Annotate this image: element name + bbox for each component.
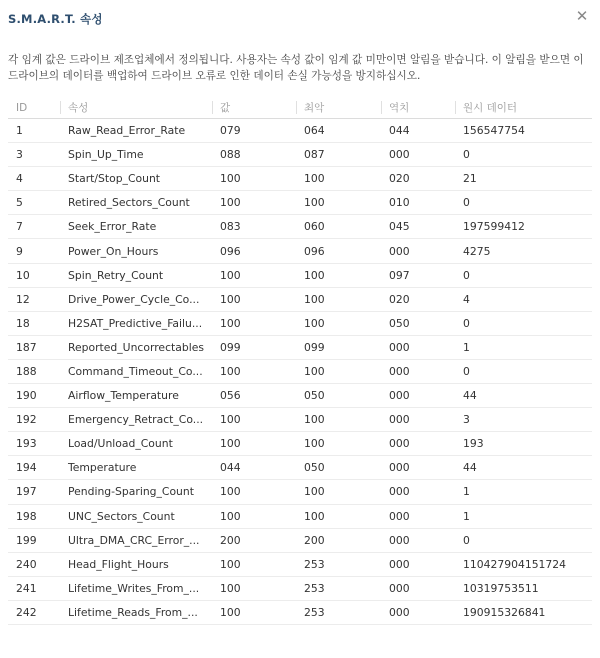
cell-attribute: Reported_Uncorrectables xyxy=(60,335,212,359)
cell-raw-data: 3 xyxy=(455,408,592,432)
cell-raw-data: 1 xyxy=(455,480,592,504)
cell-worst: 100 xyxy=(296,191,381,215)
cell-id: 242 xyxy=(8,600,60,624)
close-icon[interactable]: ✕ xyxy=(575,7,589,25)
dialog-title-bar xyxy=(0,0,600,36)
table-row[interactable] xyxy=(8,600,592,624)
cell-id: 187 xyxy=(8,335,60,359)
cell-raw-data: 197599412 xyxy=(455,215,592,239)
cell-id: 188 xyxy=(8,359,60,383)
cell-id: 198 xyxy=(8,504,60,528)
table-row[interactable] xyxy=(8,408,592,432)
cell-worst: 100 xyxy=(296,359,381,383)
cell-value: 096 xyxy=(212,239,296,263)
cell-attribute: Retired_Sectors_Count xyxy=(60,191,212,215)
cell-id: 193 xyxy=(8,432,60,456)
cell-value: 100 xyxy=(212,432,296,456)
cell-raw-data: 190915326841 xyxy=(455,600,592,624)
cell-attribute: Spin_Retry_Count xyxy=(60,263,212,287)
dialog-description: 각 임계 값은 드라이브 제조업체에서 정의됩니다. 사용자는 속성 값이 임계 값 미만이면 알림을 받습니다. 이 알림을 받으면 이 드라이브의 데이터를 백업하여 드라이브 오류로 인한 데이터 손실 가능성을 방지하십시오. xyxy=(8,54,584,82)
cell-id: 18 xyxy=(8,311,60,335)
cell-id: 4 xyxy=(8,167,60,191)
table-row[interactable] xyxy=(8,143,592,167)
cell-raw-data: 10319753511 xyxy=(455,576,592,600)
cell-threshold: 097 xyxy=(381,263,455,287)
table-row[interactable] xyxy=(8,191,592,215)
smart-table xyxy=(8,97,592,625)
cell-raw-data: 4275 xyxy=(455,239,592,263)
cell-id: 5 xyxy=(8,191,60,215)
cell-threshold: 044 xyxy=(381,119,455,143)
cell-attribute: Head_Flight_Hours xyxy=(60,552,212,576)
table-row[interactable] xyxy=(8,432,592,456)
cell-attribute: Emergency_Retract_Co... xyxy=(60,408,212,432)
cell-raw-data: 110427904151724 xyxy=(455,552,592,576)
cell-attribute: Seek_Error_Rate xyxy=(60,215,212,239)
cell-value: 100 xyxy=(212,263,296,287)
cell-threshold: 000 xyxy=(381,600,455,624)
table-row[interactable] xyxy=(8,335,592,359)
cell-attribute: Lifetime_Reads_From_... xyxy=(60,600,212,624)
cell-threshold: 000 xyxy=(381,504,455,528)
cell-raw-data: 0 xyxy=(455,311,592,335)
cell-worst: 050 xyxy=(296,456,381,480)
cell-threshold: 000 xyxy=(381,552,455,576)
table-row[interactable] xyxy=(8,456,592,480)
cell-value: 100 xyxy=(212,287,296,311)
cell-worst: 100 xyxy=(296,480,381,504)
cell-id: 197 xyxy=(8,480,60,504)
cell-worst: 099 xyxy=(296,335,381,359)
table-row[interactable] xyxy=(8,359,592,383)
cell-id: 12 xyxy=(8,287,60,311)
column-header-raw-data[interactable]: 원시 데이터 xyxy=(455,97,592,119)
cell-raw-data: 0 xyxy=(455,359,592,383)
cell-value: 056 xyxy=(212,384,296,408)
cell-threshold: 045 xyxy=(381,215,455,239)
cell-value: 100 xyxy=(212,504,296,528)
cell-id: 240 xyxy=(8,552,60,576)
cell-raw-data: 21 xyxy=(455,167,592,191)
cell-worst: 100 xyxy=(296,432,381,456)
cell-value: 100 xyxy=(212,600,296,624)
cell-threshold: 000 xyxy=(381,576,455,600)
cell-threshold: 010 xyxy=(381,191,455,215)
table-header-row xyxy=(8,97,592,119)
table-row[interactable] xyxy=(8,119,592,143)
cell-attribute: Ultra_DMA_CRC_Error_... xyxy=(60,528,212,552)
table-body xyxy=(8,119,592,625)
cell-raw-data: 44 xyxy=(455,456,592,480)
cell-value: 088 xyxy=(212,143,296,167)
cell-attribute: Power_On_Hours xyxy=(60,239,212,263)
cell-threshold: 000 xyxy=(381,432,455,456)
cell-raw-data: 0 xyxy=(455,143,592,167)
cell-value: 099 xyxy=(212,335,296,359)
cell-id: 7 xyxy=(8,215,60,239)
cell-worst: 060 xyxy=(296,215,381,239)
cell-threshold: 020 xyxy=(381,167,455,191)
cell-attribute: Raw_Read_Error_Rate xyxy=(60,119,212,143)
cell-attribute: Spin_Up_Time xyxy=(60,143,212,167)
cell-threshold: 050 xyxy=(381,311,455,335)
cell-id: 10 xyxy=(8,263,60,287)
cell-value: 100 xyxy=(212,359,296,383)
cell-raw-data: 0 xyxy=(455,191,592,215)
cell-id: 199 xyxy=(8,528,60,552)
cell-value: 100 xyxy=(212,408,296,432)
cell-attribute: Temperature xyxy=(60,456,212,480)
table-row[interactable] xyxy=(8,552,592,576)
cell-value: 100 xyxy=(212,552,296,576)
cell-id: 241 xyxy=(8,576,60,600)
table-row[interactable] xyxy=(8,528,592,552)
cell-value: 100 xyxy=(212,191,296,215)
cell-worst: 087 xyxy=(296,143,381,167)
cell-threshold: 000 xyxy=(381,335,455,359)
table-row[interactable] xyxy=(8,215,592,239)
cell-raw-data: 156547754 xyxy=(455,119,592,143)
cell-id: 9 xyxy=(8,239,60,263)
cell-value: 044 xyxy=(212,456,296,480)
cell-worst: 064 xyxy=(296,119,381,143)
cell-raw-data: 0 xyxy=(455,263,592,287)
cell-raw-data: 193 xyxy=(455,432,592,456)
table-row[interactable] xyxy=(8,480,592,504)
cell-id: 190 xyxy=(8,384,60,408)
cell-threshold: 020 xyxy=(381,287,455,311)
cell-value: 083 xyxy=(212,215,296,239)
cell-worst: 100 xyxy=(296,167,381,191)
table-row[interactable] xyxy=(8,311,592,335)
cell-attribute: Load/Unload_Count xyxy=(60,432,212,456)
cell-raw-data: 1 xyxy=(455,335,592,359)
column-header-id[interactable]: ID xyxy=(8,97,60,119)
cell-threshold: 000 xyxy=(381,480,455,504)
cell-worst: 100 xyxy=(296,263,381,287)
column-header-value[interactable]: 값 xyxy=(212,97,296,119)
cell-value: 100 xyxy=(212,311,296,335)
table-row[interactable] xyxy=(8,287,592,311)
table-row[interactable] xyxy=(8,576,592,600)
cell-threshold: 000 xyxy=(381,143,455,167)
cell-worst: 200 xyxy=(296,528,381,552)
cell-raw-data: 4 xyxy=(455,287,592,311)
cell-worst: 050 xyxy=(296,384,381,408)
cell-attribute: H2SAT_Predictive_Failu... xyxy=(60,311,212,335)
cell-worst: 253 xyxy=(296,552,381,576)
cell-worst: 096 xyxy=(296,239,381,263)
cell-threshold: 000 xyxy=(381,456,455,480)
cell-threshold: 000 xyxy=(381,408,455,432)
column-header-attribute[interactable]: 속성 xyxy=(60,97,212,119)
cell-attribute: UNC_Sectors_Count xyxy=(60,504,212,528)
cell-id: 3 xyxy=(8,143,60,167)
cell-attribute: Drive_Power_Cycle_Co... xyxy=(60,287,212,311)
cell-attribute: Command_Timeout_Co... xyxy=(60,359,212,383)
cell-value: 200 xyxy=(212,528,296,552)
cell-id: 1 xyxy=(8,119,60,143)
cell-raw-data: 1 xyxy=(455,504,592,528)
cell-value: 100 xyxy=(212,576,296,600)
cell-value: 100 xyxy=(212,167,296,191)
cell-id: 192 xyxy=(8,408,60,432)
cell-value: 079 xyxy=(212,119,296,143)
cell-attribute: Airflow_Temperature xyxy=(60,384,212,408)
table-row[interactable] xyxy=(8,263,592,287)
cell-attribute: Start/Stop_Count xyxy=(60,167,212,191)
cell-worst: 100 xyxy=(296,408,381,432)
cell-attribute: Lifetime_Writes_From_... xyxy=(60,576,212,600)
cell-raw-data: 0 xyxy=(455,528,592,552)
table-row[interactable] xyxy=(8,504,592,528)
cell-worst: 100 xyxy=(296,287,381,311)
dialog-title: S.M.A.R.T. 속성 xyxy=(8,12,103,26)
cell-threshold: 000 xyxy=(381,359,455,383)
cell-threshold: 000 xyxy=(381,384,455,408)
cell-raw-data: 44 xyxy=(455,384,592,408)
table-row[interactable] xyxy=(8,384,592,408)
cell-id: 194 xyxy=(8,456,60,480)
cell-attribute: Pending-Sparing_Count xyxy=(60,480,212,504)
cell-threshold: 000 xyxy=(381,239,455,263)
column-header-threshold[interactable]: 역치 xyxy=(381,97,455,119)
cell-threshold: 000 xyxy=(381,528,455,552)
cell-worst: 100 xyxy=(296,504,381,528)
cell-worst: 253 xyxy=(296,600,381,624)
smart-table-container xyxy=(8,97,592,625)
table-row[interactable] xyxy=(8,239,592,263)
cell-worst: 253 xyxy=(296,576,381,600)
table-row[interactable] xyxy=(8,167,592,191)
cell-value: 100 xyxy=(212,480,296,504)
column-header-worst[interactable]: 최악 xyxy=(296,97,381,119)
cell-worst: 100 xyxy=(296,311,381,335)
